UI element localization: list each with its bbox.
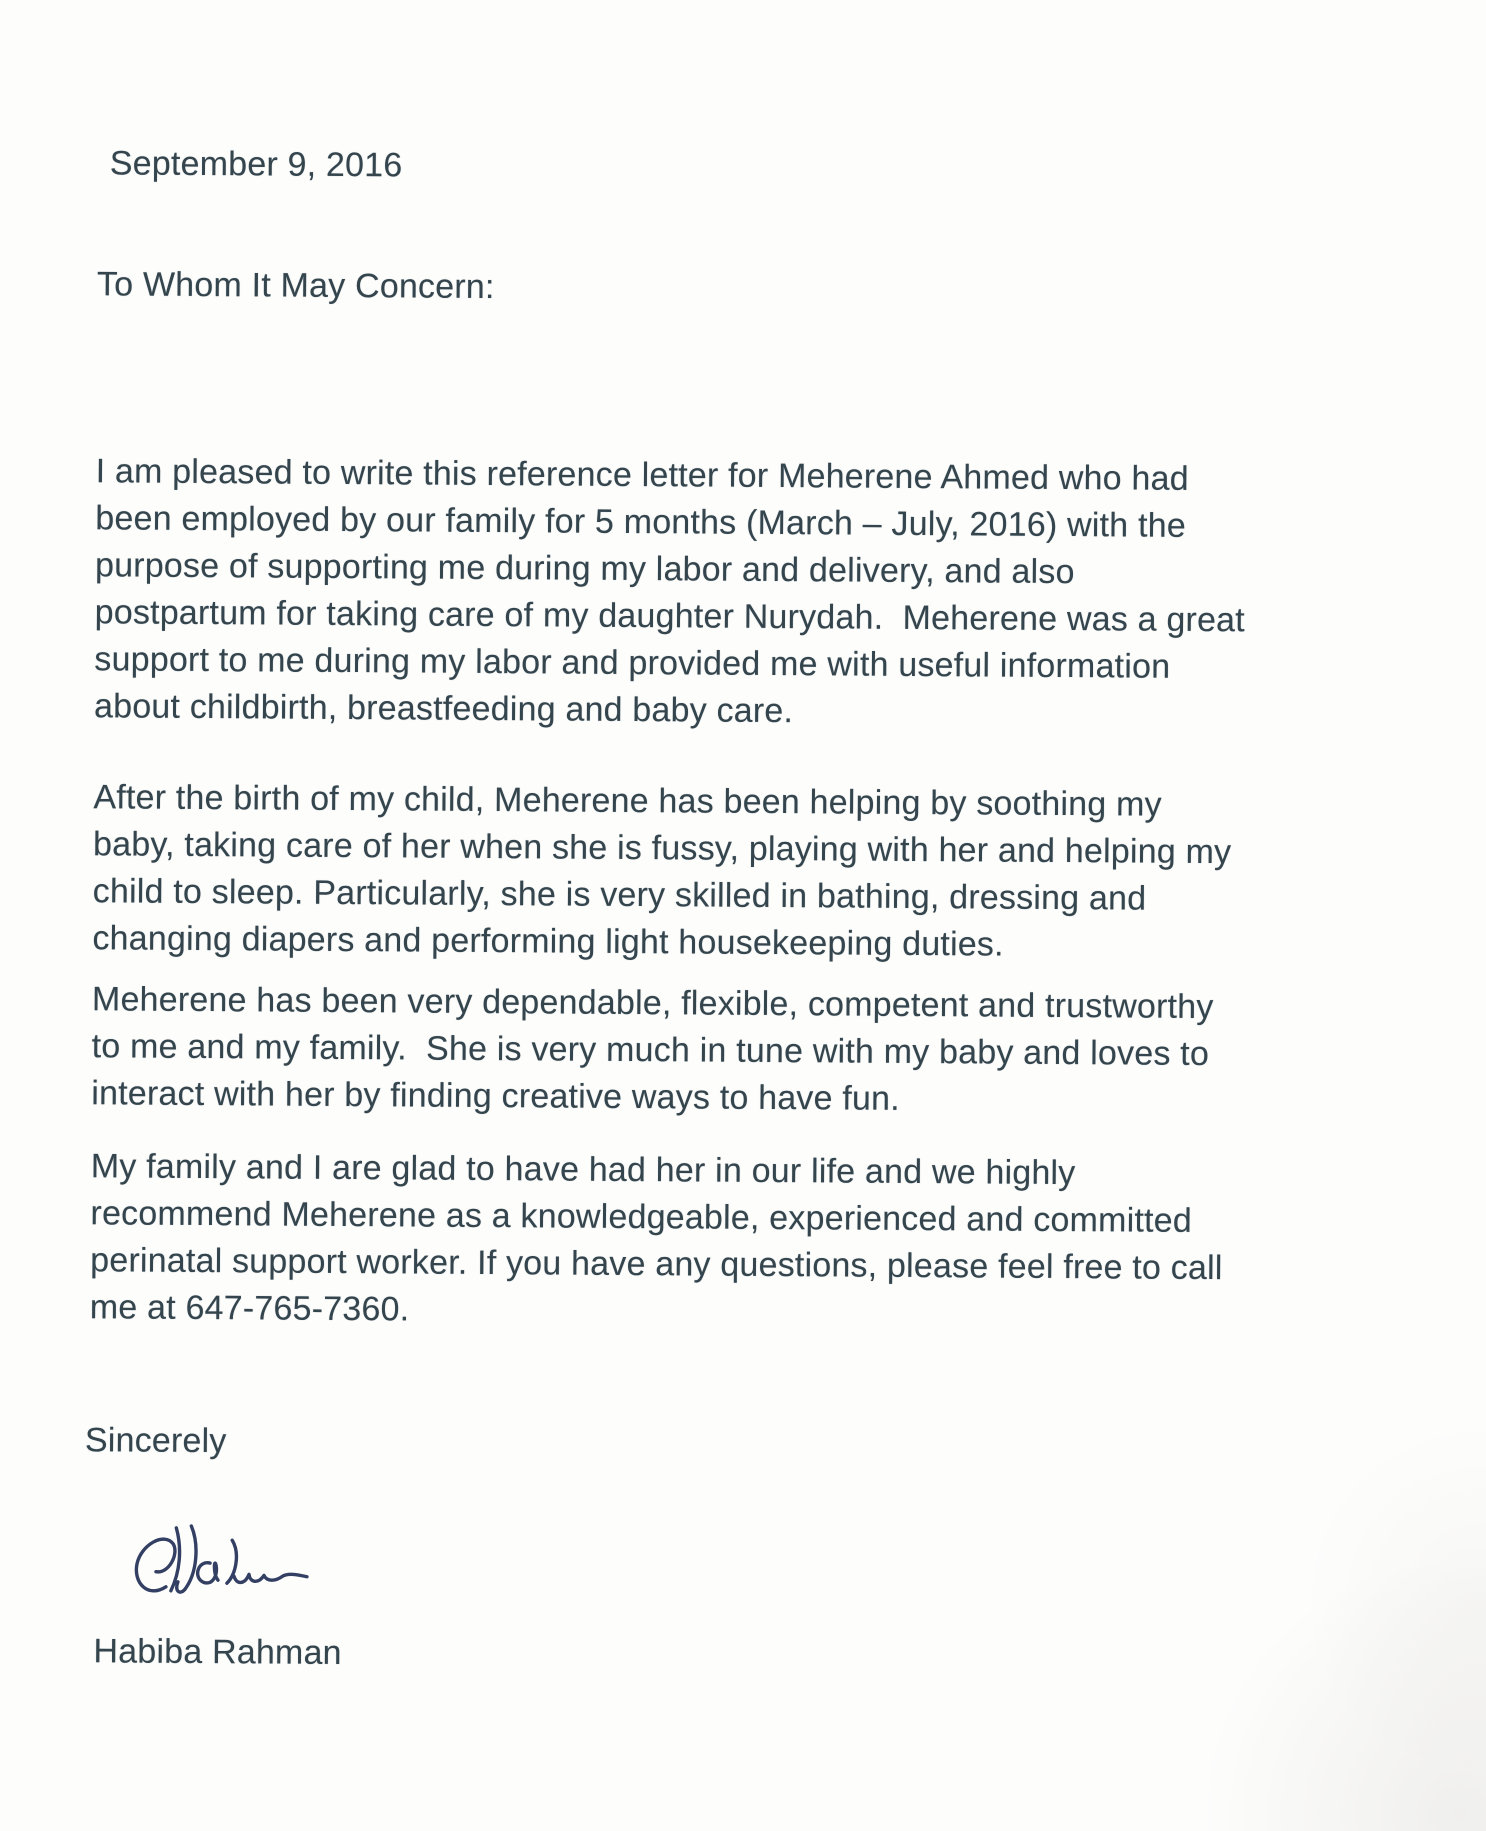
letter-closing: Sincerely	[84, 1421, 227, 1461]
paragraph-line: postpartum for taking care of my daughter Nurydah. Meherene was a great	[94, 593, 1246, 640]
paragraph-line: support to me during my labor and provided me with useful information	[94, 640, 1171, 686]
paragraph-line: Meherene has been very dependable, flexible, competent and trustworthy	[91, 980, 1214, 1027]
paragraph-line: baby, taking care of her when she is fussy, playing with her and helping my	[92, 825, 1232, 872]
letter-paragraph	[94, 448, 1434, 739]
paragraph-line: purpose of supporting me during my labor and delivery, and also	[94, 546, 1075, 592]
handwritten-signature-icon	[128, 1515, 319, 1614]
paragraph-line: child to sleep. Particularly, she is very skilled in bathing, dressing and	[92, 872, 1147, 918]
letter-paragraph	[90, 1143, 1429, 1340]
signer-name: Habiba Rahman	[93, 1632, 342, 1673]
paragraph-line: changing diapers and performing light housekeeping duties.	[92, 919, 1004, 964]
letter-date: September 9, 2016	[109, 144, 403, 185]
paragraph-line: been employed by our family for 5 months (March – July, 2016) with the	[95, 499, 1187, 545]
letter-salutation: To Whom It May Concern:	[96, 265, 495, 307]
letter-paragraph	[92, 774, 1431, 971]
paragraph-line: to me and my family. She is very much in tune with my baby and loves to	[91, 1027, 1210, 1074]
paragraph-line: My family and I are glad to have had her in our life and we highly	[90, 1147, 1076, 1193]
paragraph-line: recommend Meherene as a knowledgeable, experienced and committed	[90, 1194, 1193, 1240]
paragraph-line: perinatal support worker. If you have any questions, please feel free to call	[90, 1241, 1223, 1288]
paragraph-line: I am pleased to write this reference letter for Meherene Ahmed who had	[95, 452, 1189, 498]
paragraph-line: me at 647-765-7360.	[89, 1288, 410, 1329]
letter-body	[90, 448, 1434, 1340]
paragraph-line: After the birth of my child, Meherene has been helping by soothing my	[93, 778, 1162, 824]
paragraph-line: interact with her by finding creative ways to have fun.	[91, 1074, 900, 1118]
paragraph-line: about childbirth, breastfeeding and baby care.	[93, 687, 794, 731]
letter-paragraph	[91, 976, 1430, 1126]
